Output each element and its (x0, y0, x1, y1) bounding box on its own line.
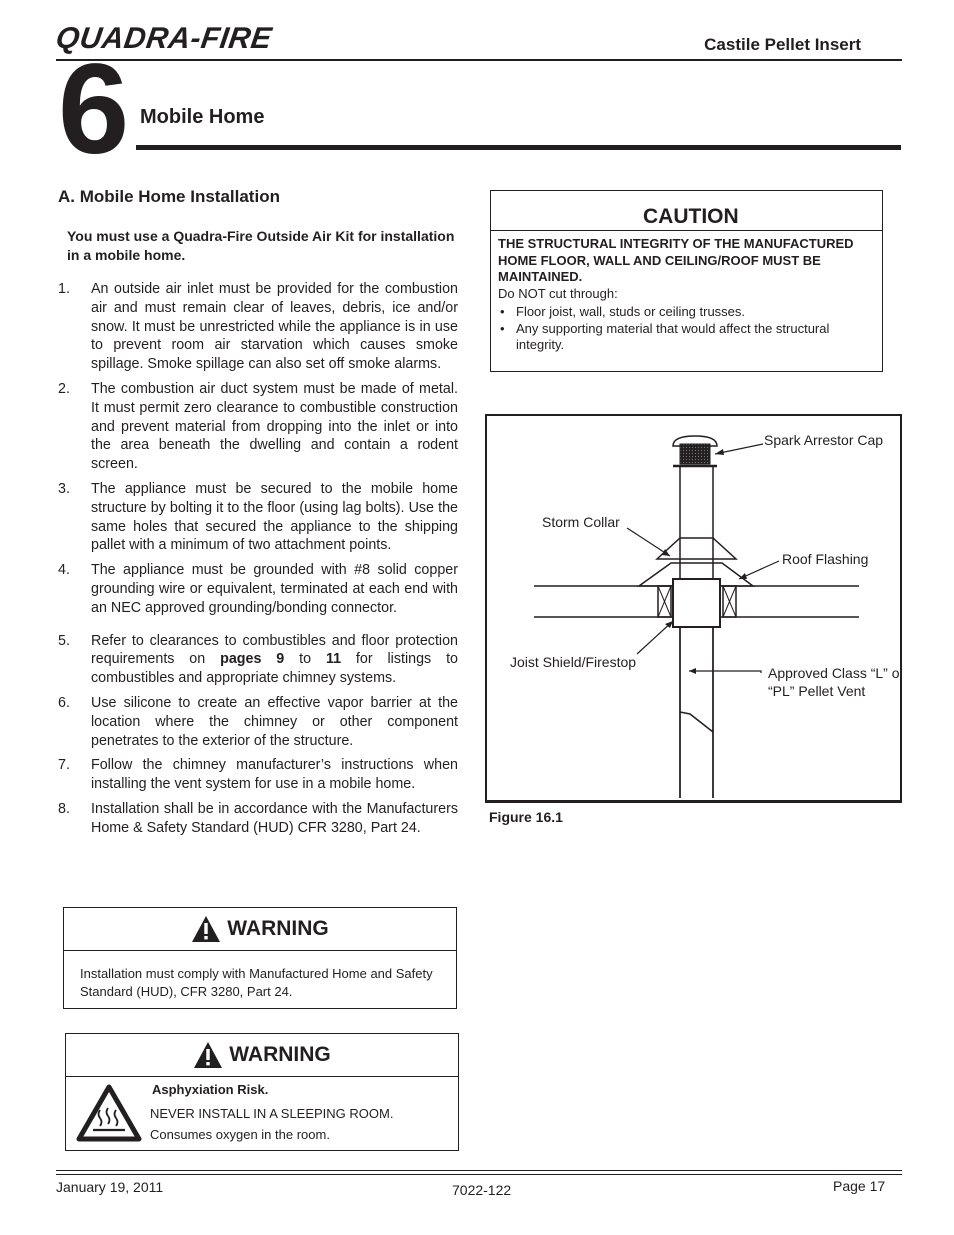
caution-bold-text: THE STRUCTURAL INTEGRITY OF THE MANUFACTURED HOME FLOOR, WALL AND CEILING/ROOF MUST BE MAINTAINED. (498, 236, 854, 284)
label-roof-flashing: Roof Flashing (782, 551, 869, 567)
header-rule (56, 59, 902, 61)
warning-triangle-icon (191, 915, 221, 943)
caution-box (490, 190, 883, 372)
section-intro: You must use a Quadra-Fire Outside Air Kit for installation in a mobile home. (67, 228, 455, 263)
chapter-title: Mobile Home (140, 106, 265, 128)
hot-surface-icon (76, 1084, 142, 1142)
list-item: 2. The combustion air duct system must be made of metal. It must permit zero clearance to combustible construction and prevent material from dropping into the inlet or into the area beneath the dwelling and contain a rodent screen. (58, 380, 458, 473)
footer-doc-number: 7022-122 (452, 1182, 512, 1198)
warning-line-2: Consumes oxygen in the room. (150, 1127, 330, 1142)
cap-mesh (680, 444, 710, 464)
instruction-list (58, 280, 458, 838)
list-item: 5. Refer to clearances to combustibles and floor protection requirements on pages 9 to 11 for listings to combustibles and appropriate chimney systems. (58, 632, 458, 687)
warning-title: WARNING (229, 1043, 331, 1066)
warning-box-asphyxiation (65, 1033, 459, 1151)
figure-frame (485, 414, 902, 803)
joist-shield (673, 579, 720, 627)
list-item: 4. The appliance must be grounded with #8 solid copper grounding wire or equivalent, terminated at each end with an NEC approved grounding/bonding connector. (58, 562, 458, 616)
caution-lead: Do NOT cut through: (498, 285, 618, 301)
label-joist-shield: Joist Shield/Firestop (510, 654, 637, 670)
label-vent-line2: “PL” Pellet Vent (768, 683, 866, 699)
label-spark-arrestor: Spark Arrestor Cap (764, 432, 884, 448)
warning-header (64, 908, 456, 951)
warning-title: WARNING (227, 917, 329, 940)
chapter-rule (136, 145, 901, 150)
list-item: 8. Installation shall be in accordance with the Manufacturers Home & Safety Standard (HUD) CFR 3280, Part 24. (58, 800, 458, 836)
footer-rule (56, 1174, 902, 1175)
list-item: • Floor joist, wall, studs or ceiling trusses. (498, 304, 875, 321)
caution-bullets (498, 304, 875, 354)
list-item: 3. The appliance must be secured to the mobile home structure by bolting it to the floor (using lag bolts). Use the same holes that secured the appliance to the shipping pallet with a minimum of two attachment points. (58, 480, 458, 554)
warning-box-hud (63, 907, 457, 1009)
product-name: Castile Pellet Insert (704, 35, 861, 54)
section-title: A. Mobile Home Installation (58, 187, 280, 206)
footer-date: January 19, 2011 (56, 1179, 164, 1195)
warning-line-1: NEVER INSTALL IN A SLEEPING ROOM. (150, 1106, 394, 1121)
warning-risk: Asphyxiation Risk. (152, 1082, 269, 1097)
caution-title: CAUTION (491, 191, 882, 231)
list-item: • Any supporting material that would affect the structural integrity. (498, 321, 875, 354)
footer-rule (56, 1170, 902, 1171)
warning-triangle-icon (193, 1041, 223, 1069)
quadra-fire-logo: QUADRA-FIRE (53, 22, 274, 55)
label-vent-line1: Approved Class “L” or (768, 665, 900, 681)
figure-caption: Figure 16.1 (489, 809, 563, 825)
chimney-diagram (487, 416, 900, 800)
warning-header (66, 1034, 458, 1077)
caution-body (491, 231, 882, 359)
warning-text: Installation must comply with Manufactured Home and Safety Standard (HUD), CFR 3280, Part 24. (80, 966, 433, 999)
list-item: 7. Follow the chimney manufacturer’s instructions when installing the vent system for use in a mobile home. (58, 757, 458, 793)
footer-page-number: Page 17 (833, 1178, 886, 1194)
list-item: 1. An outside air inlet must be provided for the combustion air and must remain clear of leaves, debris, ice and/or snow. It must be unrestricted while the appliance is in use to prevent room air starvation which causes smoke spillage. Smoke spillage can also set off smoke alarms. (58, 281, 458, 373)
list-item: 6. Use silicone to create an effective vapor barrier at the location where the chimney or other component penetrates to the exterior of the structure. (58, 694, 458, 749)
label-storm-collar: Storm Collar (542, 514, 620, 530)
chapter-number: 6 (58, 38, 126, 181)
